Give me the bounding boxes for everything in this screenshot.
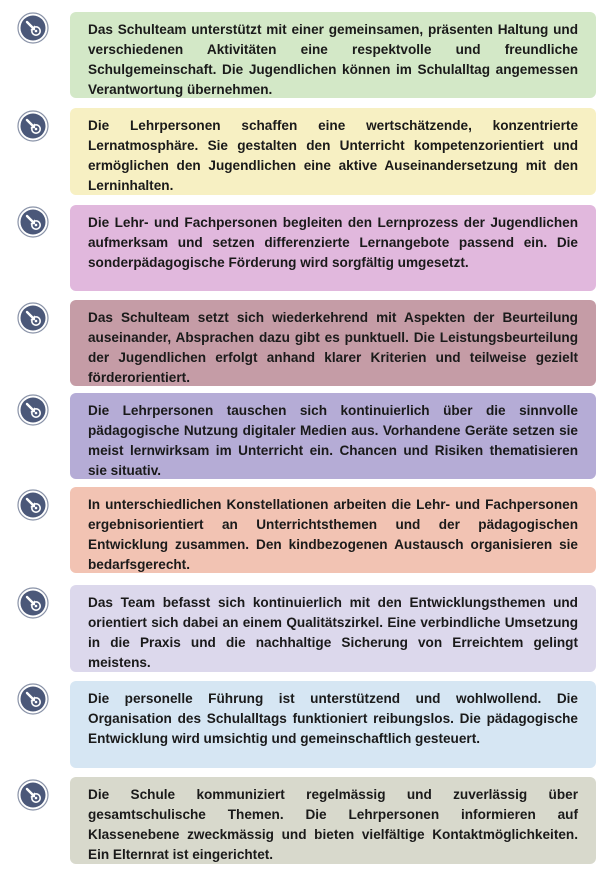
criterion-box (70, 393, 596, 479)
criterion-text: Die personelle Führung ist unterstützend und wohlwollend. Die Organisation des Schulalltags funktioniert reibungslos. Die pädagogische Entwicklung wird umsichtig und gemeinschaftlich gesteuert. (88, 691, 578, 746)
criterion-text: Die Schule kommuniziert regelmässig und zuverlässig über gesamtschulische Themen. Die Lehrpersonen informieren auf Klassenebene zweckmässig und bieten vielfältige Kontaktmöglichkeiten. Ein Elternrat ist eingerichtet. (88, 787, 578, 862)
criterion-box (70, 777, 596, 864)
arrow-into-target-icon (17, 12, 49, 44)
arrow-into-target-icon (17, 489, 49, 521)
arrow-into-target-icon (17, 587, 49, 619)
criterion-box (70, 585, 596, 672)
criterion-text: Die Lehrpersonen schaffen eine wertschätzende, konzentrierte Lernatmosphäre. Sie gestalten den Unterricht kompetenzorientiert und ermöglichen den Jugendlichen eine aktive Auseinandersetzung mit den Lerninhalten. (88, 118, 578, 193)
criterion-box (70, 300, 596, 386)
criterion-box (70, 12, 596, 98)
criterion-text: In unterschiedlichen Konstellationen arbeiten die Lehr- und Fachpersonen ergebnisorientiert an Unterrichtsthemen und der pädagogischen Entwicklung zusammen. Den kindbezogenen Austausch organisieren sie bedarfsgerecht. (88, 497, 578, 572)
criterion-text: Die Lehrpersonen tauschen sich kontinuierlich über die sinnvolle pädagogische Nutzung digitaler Medien aus. Vorhandene Geräte setzen sie meist lernwirksam im Unterricht ein. Chancen und Risiken thematisieren sie situativ. (88, 403, 578, 478)
arrow-into-target-icon (17, 394, 49, 426)
arrow-into-target-icon (17, 779, 49, 811)
criterion-text: Das Schulteam unterstützt mit einer gemeinsamen, präsenten Haltung und verschiedenen Aktivitäten eine respektvolle und freundliche Schulgemeinschaft. Die Jugendlichen können im Schulalltag angemessen Verantwortung übernehmen. (88, 22, 578, 97)
criterion-text: Das Team befasst sich kontinuierlich mit den Entwicklungsthemen und orientiert sich dabei an einem Qualitätszirkel. Eine verbindliche Umsetzung in die Praxis und die nachhaltige Sicherung von Erreichtem gelingt meistens. (88, 595, 578, 670)
arrow-into-target-icon (17, 110, 49, 142)
criterion-box (70, 205, 596, 291)
arrow-into-target-icon (17, 206, 49, 238)
criterion-text: Die Lehr- und Fachpersonen begleiten den Lernprozess der Jugendlichen aufmerksam und setzen differenzierte Lernangebote passend ein. Die sonderpädagogische Förderung wird sorgfältig umgesetzt. (88, 215, 578, 270)
criterion-box (70, 681, 596, 768)
criterion-box (70, 108, 596, 195)
criterion-text: Das Schulteam setzt sich wiederkehrend mit Aspekten der Beurteilung auseinander, Absprachen dazu gibt es punktuell. Die Leistungsbeurteilung der Jugendlichen erfolgt anhand klarer Kriterien und teilweise gezielt förderorientiert. (88, 310, 578, 385)
arrow-into-target-icon (17, 302, 49, 334)
criterion-box (70, 487, 596, 573)
arrow-into-target-icon (17, 683, 49, 715)
